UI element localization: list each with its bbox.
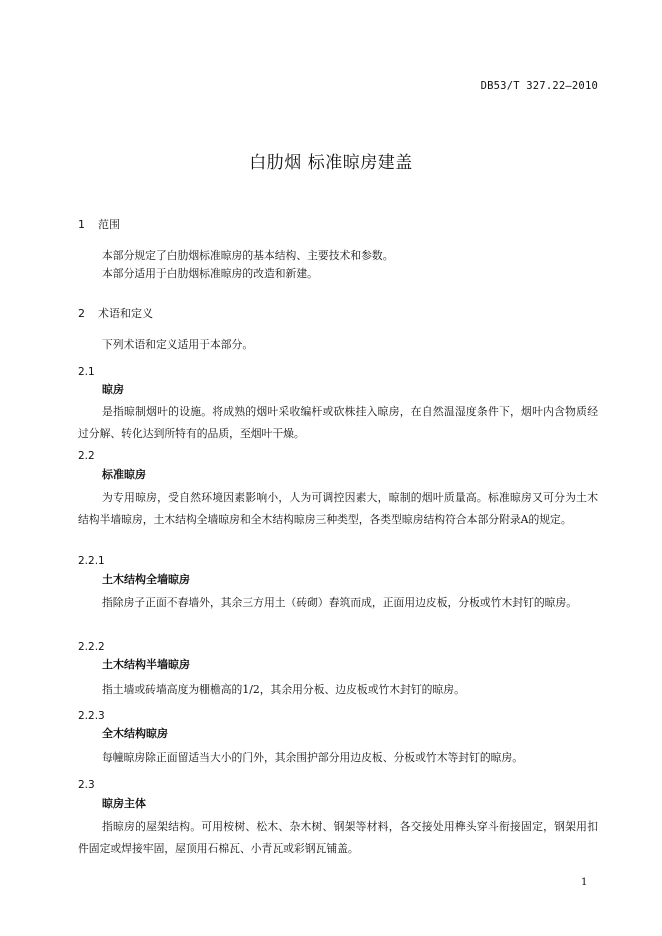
scope-paragraph-2: 本部分适用于白肋烟标准晾房的改造和新建。 (102, 267, 318, 280)
section-heading-terms (78, 305, 153, 321)
term-definition: 指除房子正面不舂墙外，其余三方用土（砖砌）舂筑而成，正面用边皮板，分板或竹木封钉的晾房。 (102, 596, 578, 609)
term-definition: 为专用晾房，受自然环境因素影响小，人为可调控因素大，晾制的烟叶质量高。标准晾房又可分为土木结构半墙晾房，土木结构全墙晾房和全木结构晾房三种类型，各类型晾房结构符合本部分附录A的规定。 (78, 491, 598, 526)
term-name: 土木结构全墙晾房 (102, 573, 190, 586)
term-definition: 指土墙或砖墙高度为棚檐高的1/2，其余用分板、边皮板或竹木封钉的晾房。 (102, 683, 465, 696)
term-number: 2.2.2 (78, 641, 105, 653)
section-heading-scope (78, 216, 120, 232)
document-title: 白肋烟 标准晾房建盖 (249, 153, 413, 173)
term-number: 2.3 (78, 779, 95, 791)
scope-paragraph-1: 本部分规定了白肋烟标准晾房的基本结构、主要技术和参数。 (102, 249, 394, 262)
term-number: 2.2 (78, 450, 95, 462)
section-title: 范围 (98, 218, 120, 231)
section-title: 术语和定义 (98, 307, 153, 320)
term-name: 土木结构半墙晾房 (102, 658, 190, 671)
term-name: 晾房 (102, 383, 124, 396)
section-number: 1 (78, 218, 85, 231)
term-name: 标准晾房 (102, 468, 146, 481)
page-number: 1 (581, 877, 588, 888)
term-name: 全木结构晾房 (102, 727, 168, 740)
standard-code: DB53/T 327.22—2010 (480, 80, 598, 92)
term-name: 晾房主体 (102, 797, 146, 810)
term-definition: 是指晾制烟叶的设施。将成熟的烟叶采收编杆或砍株挂入晾房，在自然温湿度条件下，烟叶内含物质经过分解、转化达到所特有的品质，至烟叶干燥。 (78, 405, 598, 440)
terms-intro: 下列术语和定义适用于本部分。 (102, 338, 254, 351)
term-definition: 每幢晾房除正面留适当大小的门外，其余围护部分用边皮板、分板或竹木等封钉的晾房。 (102, 751, 524, 764)
section-number: 2 (78, 307, 85, 320)
term-number: 2.1 (78, 366, 95, 378)
term-number: 2.2.3 (78, 710, 105, 722)
term-number: 2.2.1 (78, 555, 105, 567)
term-definition: 指晾房的屋架结构。可用桉树、松木、杂木树、钢架等材料，各交接处用榫头穿斗衔接固定，钢架用扣件固定或焊接牢固，屋顶用石棉瓦、小青瓦或彩钢瓦铺盖。 (78, 820, 598, 855)
